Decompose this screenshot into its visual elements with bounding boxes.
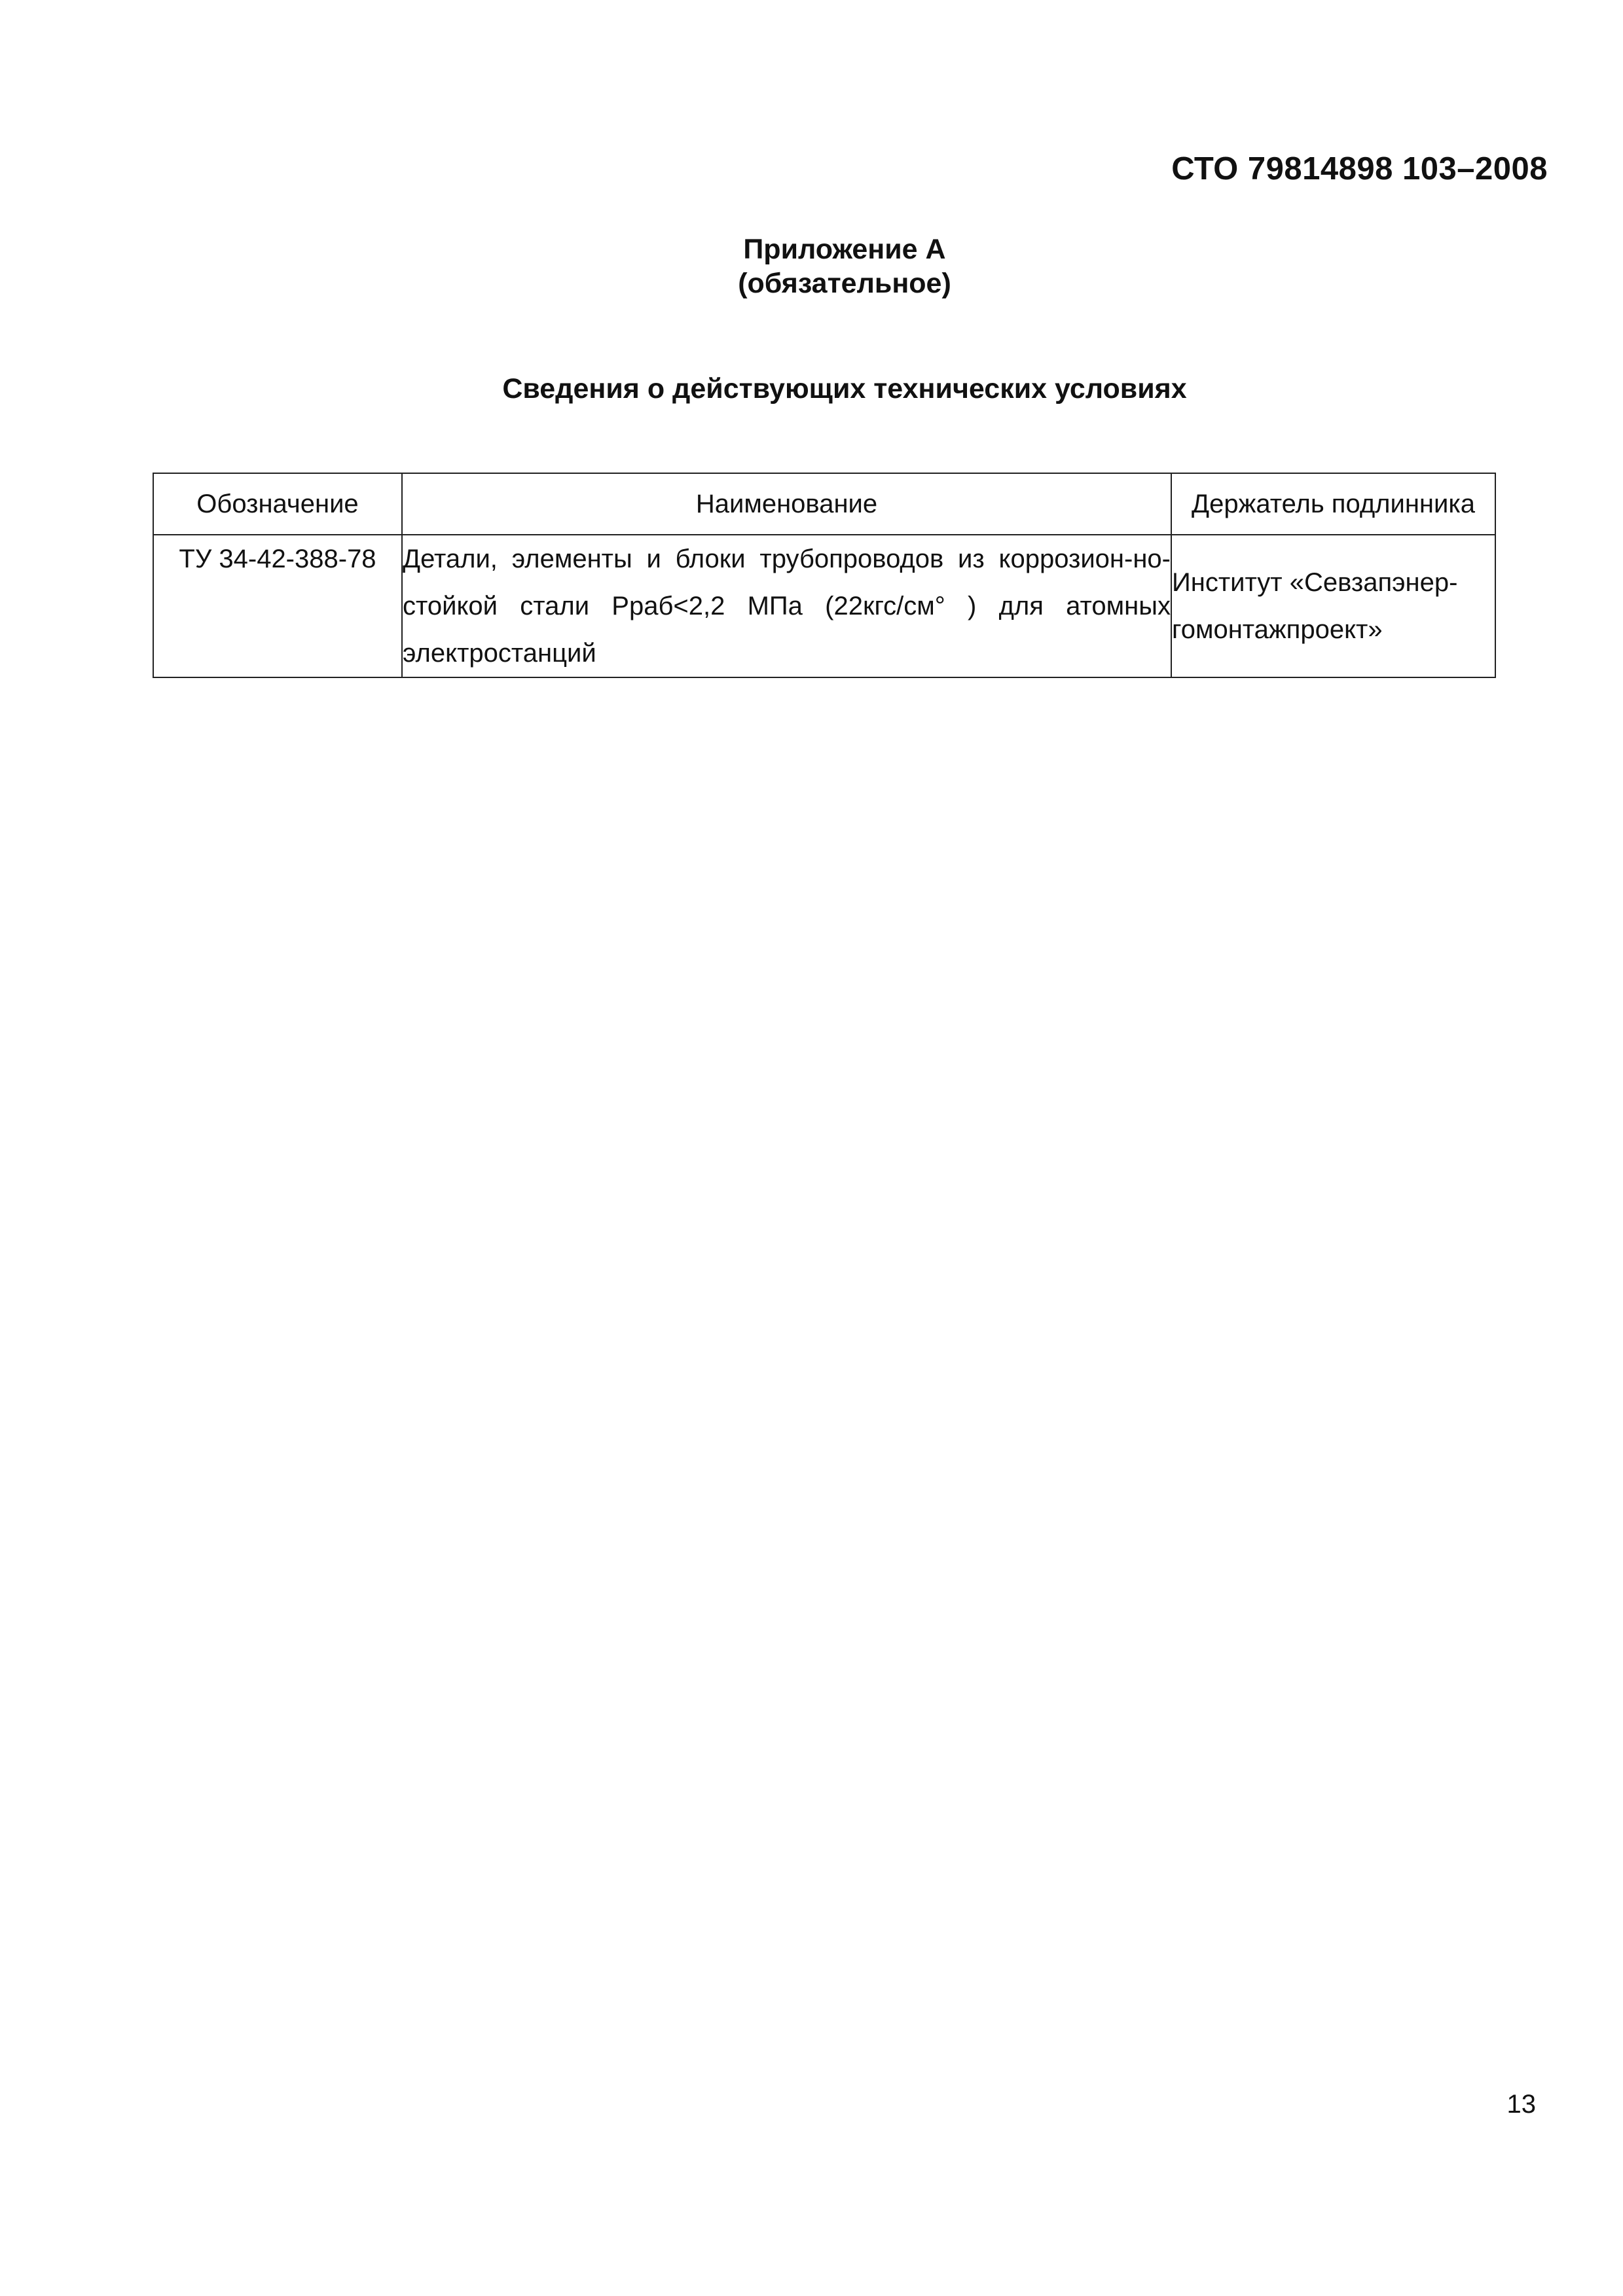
section-title: Сведения о действующих технических условиях xyxy=(502,373,1187,404)
appendix-title: Приложение А xyxy=(743,234,946,265)
appendix-note: (обязательное) xyxy=(738,268,951,299)
cell-name: Детали, элементы и блоки трубопроводов из коррозион-но-стойкой стали Рраб<2,2 МПа (22кгс/см° ) для атомных электростанций xyxy=(402,535,1171,677)
cell-designation: ТУ 34-42-388-78 xyxy=(153,535,402,677)
header-name: Наименование xyxy=(402,473,1171,535)
header-designation: Обозначение xyxy=(153,473,402,535)
specifications-table xyxy=(153,473,1496,678)
cell-holder: Институт «Севзапэнер-гомонтажпроект» xyxy=(1171,535,1495,677)
page-number: 13 xyxy=(1506,2090,1536,2119)
header-holder: Держатель подлинника xyxy=(1171,473,1495,535)
table-row xyxy=(153,535,1495,677)
table-header-row xyxy=(153,473,1495,535)
document-code: СТО 79814898 103–2008 xyxy=(1171,151,1548,187)
